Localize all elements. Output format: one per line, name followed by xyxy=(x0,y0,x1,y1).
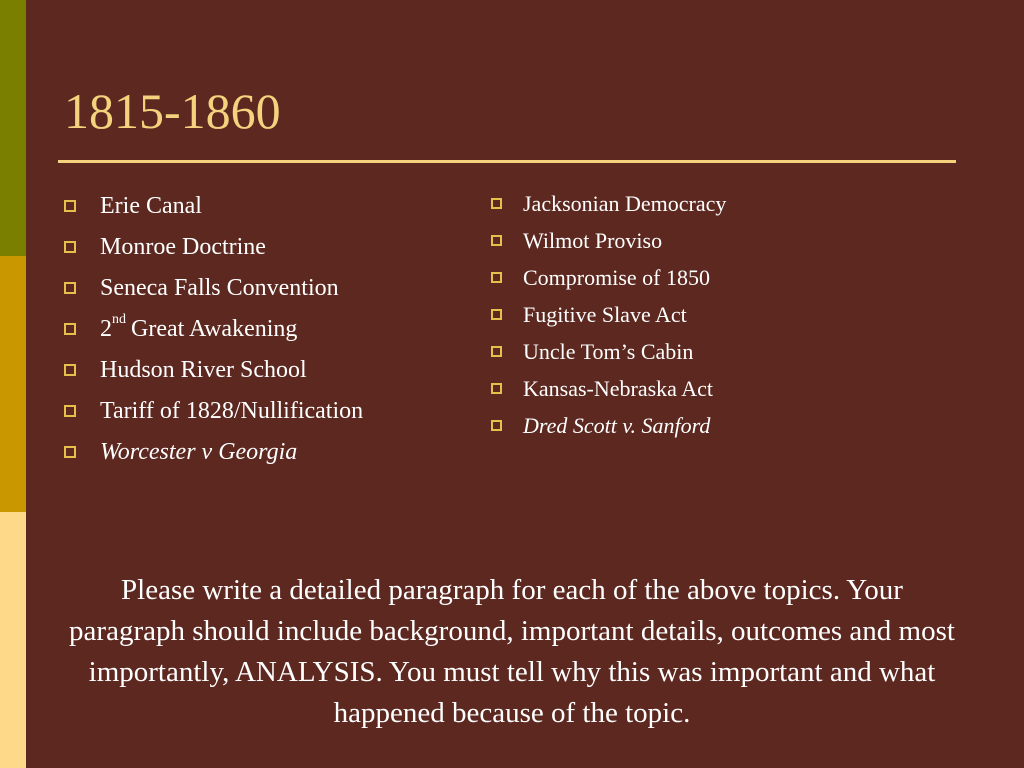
square-bullet-icon xyxy=(64,405,76,417)
slide-title: 1815-1860 xyxy=(64,83,281,139)
title-underline xyxy=(58,160,956,163)
topic-ordinal-suffix: nd xyxy=(112,311,126,327)
topic-label: Hudson River School xyxy=(100,356,307,383)
topic-label: Tariff of 1828/Nullification xyxy=(100,397,364,424)
topic-label: Great Awakening xyxy=(131,315,298,342)
list-item xyxy=(491,407,726,444)
square-bullet-icon xyxy=(64,364,76,376)
sidebar-strip-middle xyxy=(0,256,26,512)
topic-label: Monroe Doctrine xyxy=(100,233,266,260)
square-bullet-icon xyxy=(491,309,502,320)
square-bullet-icon xyxy=(64,446,76,458)
list-item xyxy=(491,185,726,222)
topic-label: Worcester v Georgia xyxy=(100,438,298,465)
topic-label: Erie Canal xyxy=(100,192,202,219)
list-item xyxy=(64,349,363,390)
list-item xyxy=(491,296,726,333)
sidebar-strip-bottom xyxy=(0,512,26,768)
right-topic-list xyxy=(491,185,726,444)
list-item xyxy=(491,222,726,259)
sidebar-strip-top xyxy=(0,0,26,256)
square-bullet-icon xyxy=(64,282,76,294)
topic-label: Wilmot Proviso xyxy=(523,227,663,253)
assignment-instructions: Please write a detailed paragraph for each of the above topics. Your paragraph should include background, important details, outcomes and most importantly, ANALYSIS. You must tell why this was important and what happened because of the topic. xyxy=(69,574,955,729)
list-item xyxy=(64,185,363,226)
topic-label: Kansas-Nebraska Act xyxy=(523,375,713,401)
square-bullet-icon xyxy=(64,241,76,253)
square-bullet-icon xyxy=(64,200,76,212)
square-bullet-icon xyxy=(491,420,502,431)
list-item xyxy=(64,390,363,431)
list-item xyxy=(64,308,363,349)
list-item xyxy=(64,431,363,472)
topic-label: Jacksonian Democracy xyxy=(523,190,727,216)
left-topic-list xyxy=(64,185,363,472)
square-bullet-icon xyxy=(491,235,502,246)
square-bullet-icon xyxy=(491,272,502,283)
list-item xyxy=(491,259,726,296)
list-item xyxy=(491,333,726,370)
topic-label: Dred Scott v. Sanford xyxy=(523,412,711,438)
square-bullet-icon xyxy=(491,198,502,209)
square-bullet-icon xyxy=(64,323,76,335)
square-bullet-icon xyxy=(491,346,502,357)
topic-label: Compromise of 1850 xyxy=(523,264,710,290)
list-item xyxy=(64,267,363,308)
topic-label: Uncle Tom’s Cabin xyxy=(523,338,694,364)
topic-label: Seneca Falls Convention xyxy=(100,274,339,301)
topic-ordinal-number: 2 xyxy=(100,315,112,342)
square-bullet-icon xyxy=(491,383,502,394)
list-item xyxy=(64,226,363,267)
topic-label: Fugitive Slave Act xyxy=(523,301,687,327)
list-item xyxy=(491,370,726,407)
